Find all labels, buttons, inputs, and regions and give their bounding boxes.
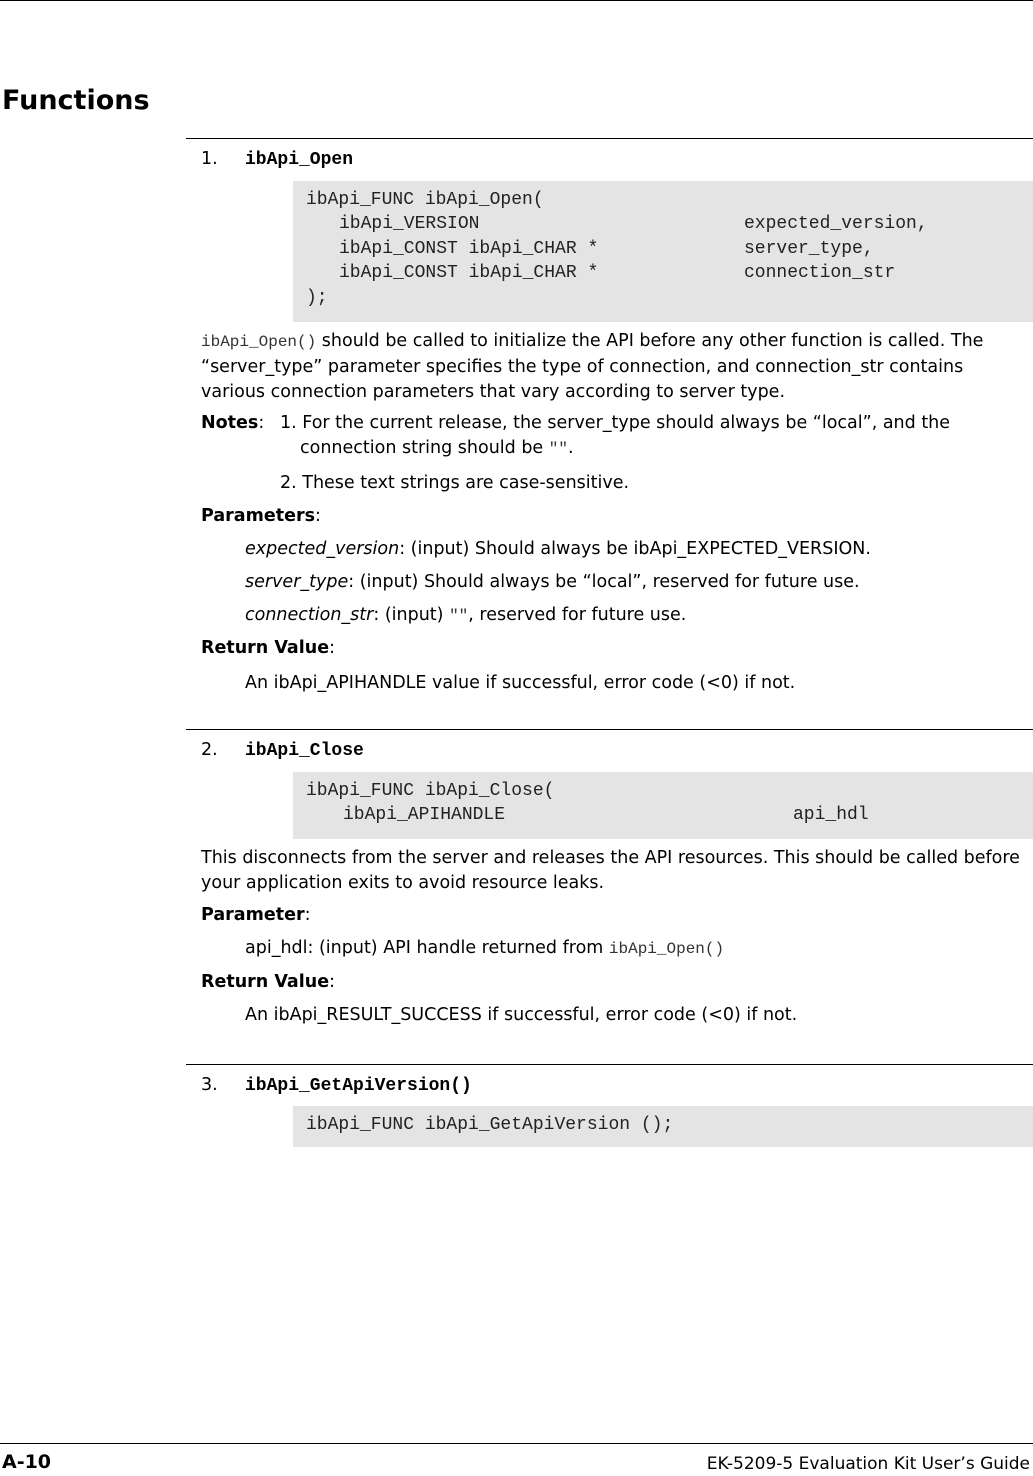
code-block [293, 1106, 1033, 1147]
page-title: Functions [2, 85, 150, 116]
param-text: , reserved for future use. [468, 605, 687, 625]
code-block [293, 772, 1033, 839]
description: This disconnects from the server and releases the API resources. This should be called before your application exits to avoid resource leaks. [201, 848, 1020, 893]
inline-code: "" [449, 607, 469, 625]
code-line: ibApi_FUNC ibApi_Close( [306, 781, 555, 801]
function-number: 1. [201, 149, 218, 169]
code-block [293, 181, 1033, 322]
param-name: expected_version [245, 539, 400, 559]
inline-code: "" [548, 440, 568, 458]
parameter-label: Parameter: [201, 905, 311, 925]
return-value-text: An ibApi_RESULT_SUCCESS if successful, error code (<0) if not. [245, 1005, 798, 1025]
param-name: connection_str [245, 605, 374, 625]
page-number: A-10 [2, 1451, 52, 1473]
return-value-label-text: Return Value [201, 972, 330, 992]
section-rule [186, 138, 1033, 139]
return-value-label-text: Return Value [201, 638, 330, 658]
description [201, 329, 1026, 405]
code-line [306, 212, 1033, 236]
arg-name: server_type, [744, 238, 874, 259]
footer-rule [0, 1443, 1033, 1444]
description-text: should be called to initialize the API before any other function is called. The “server_type” parameter specifies the type of connection, and connection_str contains various connection parameters that vary according to server type. [201, 331, 984, 402]
note-1 [280, 411, 1000, 462]
function-heading [201, 738, 364, 764]
function-name: ibApi_GetApiVersion() [245, 1076, 472, 1096]
arg-name: connection_str [744, 263, 896, 284]
param-text: : (input) [373, 605, 450, 625]
arg-name: expected_version, [744, 214, 928, 235]
code-line: ); [306, 287, 328, 308]
top-rule [0, 0, 1033, 1]
document-title: EK-5209-5 Evaluation Kit User’s Guide [706, 1454, 1030, 1474]
param-connection-str [245, 603, 686, 629]
arg-type: ibApi_CONST ibApi_CHAR * [339, 238, 599, 259]
param-text: : (input) Should always be “local”, reserved for future use. [348, 572, 860, 592]
notes-label-text: Notes [201, 413, 259, 433]
note-2: 2. These text strings are case-sensitive. [280, 473, 630, 493]
arg-type: ibApi_VERSION [339, 214, 480, 235]
param-text: api_hdl: (input) API handle returned from [245, 938, 609, 958]
function-number: 3. [201, 1075, 218, 1095]
function-heading [201, 1073, 472, 1099]
arg-type: ibApi_CONST ibApi_CHAR * [339, 263, 599, 284]
return-value-label: Return Value: [201, 972, 335, 992]
notes-label: Notes: [201, 413, 265, 433]
note-1-text: 1. For the current release, the server_type should always be “local”, and the connection string should be [280, 413, 951, 458]
parameter-label-text: Parameter [201, 905, 305, 925]
note-1-end: . [567, 438, 574, 458]
function-heading [201, 147, 354, 173]
inline-code: ibApi_Open() [608, 940, 725, 958]
param-server-type [245, 570, 860, 595]
function-name: ibApi_Close [245, 741, 364, 761]
function-number: 2. [201, 740, 218, 760]
parameters-label: Parameters: [201, 506, 321, 526]
arg-name: api_hdl [793, 805, 869, 826]
function-name: ibApi_Open [245, 150, 354, 170]
code-line: ibApi_FUNC ibApi_GetApiVersion (); [306, 1115, 674, 1135]
section-rule [186, 1064, 1033, 1065]
return-value-label: Return Value: [201, 638, 335, 658]
param-expected-version [245, 537, 871, 562]
param-name: server_type [245, 572, 349, 592]
param-text: : (input) Should always be ibApi_EXPECTED_VERSION. [399, 539, 871, 559]
section-rule [186, 729, 1033, 730]
code-line [306, 803, 1033, 827]
code-line [306, 237, 1033, 261]
return-value-text: An ibApi_APIHANDLE value if successful, error code (<0) if not. [245, 673, 796, 693]
parameters-label-text: Parameters [201, 506, 315, 526]
arg-type: ibApi_APIHANDLE [343, 805, 506, 826]
param-api-hdl [245, 936, 724, 962]
code-line: ibApi_FUNC ibApi_Open( [306, 190, 544, 210]
code-line [306, 261, 1033, 285]
inline-code: ibApi_Open() [201, 333, 317, 351]
